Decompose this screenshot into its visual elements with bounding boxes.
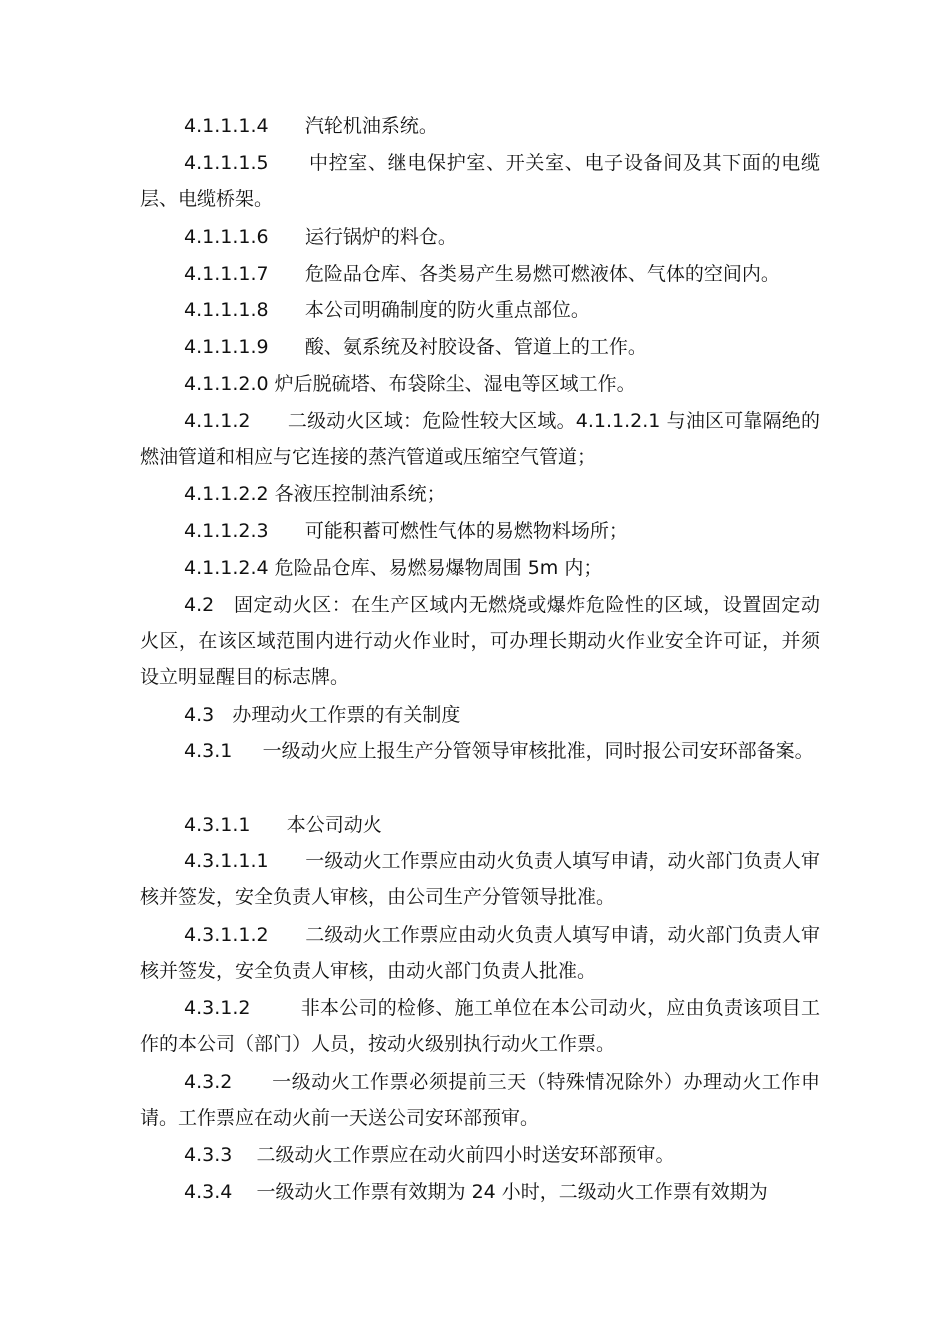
paragraph: 4.2 固定动火区：在生产区域内无燃烧或爆炸危险性的区域，设置固定动火区，在该区域范围内进行动火作业时，可办理长期动火作业安全许可证，并须设立明显醒目的标志牌。 xyxy=(140,594,820,688)
paragraph: 4.3.2 一级动火工作票必须提前三天（特殊情况除外）办理动火工作申请。工作票应在动火前一天送公司安环部预审。 xyxy=(140,1071,820,1129)
paragraph: 4.1.1.1.4 汽轮机油系统。 xyxy=(184,115,438,137)
paragraph: 4.1.1.2.4 危险品仓库、易燃易爆物周围 5m 内； xyxy=(184,557,603,579)
paragraph: 4.1.1.2 二级动火区域：危险性较大区域。4.1.1.2.1 与油区可靠隔绝的燃油管道和相应与它连接的蒸汽管道或压缩空气管道； xyxy=(140,410,820,468)
paragraph: 4.1.1.1.5 中控室、继电保护室、开关室、电子设备间及其下面的电缆层、电缆桥架。 xyxy=(140,152,820,210)
paragraph: 4.1.1.1.7 危险品仓库、各类易产生易燃可燃液体、气体的空间内。 xyxy=(184,263,780,285)
paragraph: 4.1.1.1.6 运行锅炉的料仓。 xyxy=(184,226,457,248)
paragraph: 4.3.1.1.2 二级动火工作票应由动火负责人填写申请，动火部门负责人审核并签发，安全负责人审核，由动火部门负责人批准。 xyxy=(140,924,820,982)
paragraph: 4.3.1.1 本公司动火 xyxy=(184,814,382,836)
paragraph: 4.3.1 一级动火应上报生产分管领导审核批准，同时报公司安环部备案。 xyxy=(184,740,814,762)
paragraph: 4.1.1.1.8 本公司明确制度的防火重点部位。 xyxy=(184,299,590,321)
paragraph: 4.3.1.1.1 一级动火工作票应由动火负责人填写申请，动火部门负责人审核并签发，安全负责人审核，由公司生产分管领导批准。 xyxy=(140,850,820,908)
paragraph: 4.3.1.2 非本公司的检修、施工单位在本公司动火，应由负责该项目工作的本公司（部门）人员，按动火级别执行动火工作票。 xyxy=(140,997,820,1055)
paragraph: 4.3 办理动火工作票的有关制度 xyxy=(184,704,461,726)
paragraph: 4.3.4 一级动火工作票有效期为 24 小时，二级动火工作票有效期为 xyxy=(184,1181,768,1203)
paragraph: 4.1.1.2.0 炉后脱硫塔、布袋除尘、湿电等区域工作。 xyxy=(184,373,636,395)
paragraph: 4.3.3 二级动火工作票应在动火前四小时送安环部预审。 xyxy=(184,1144,675,1166)
paragraph: 4.1.1.1.9 酸、氨系统及衬胶设备、管道上的工作。 xyxy=(184,336,647,358)
paragraph: 4.1.1.2.2 各液压控制油系统； xyxy=(184,483,446,505)
paragraph: 4.1.1.2.3 可能积蓄可燃性气体的易燃物料场所； xyxy=(184,520,628,542)
